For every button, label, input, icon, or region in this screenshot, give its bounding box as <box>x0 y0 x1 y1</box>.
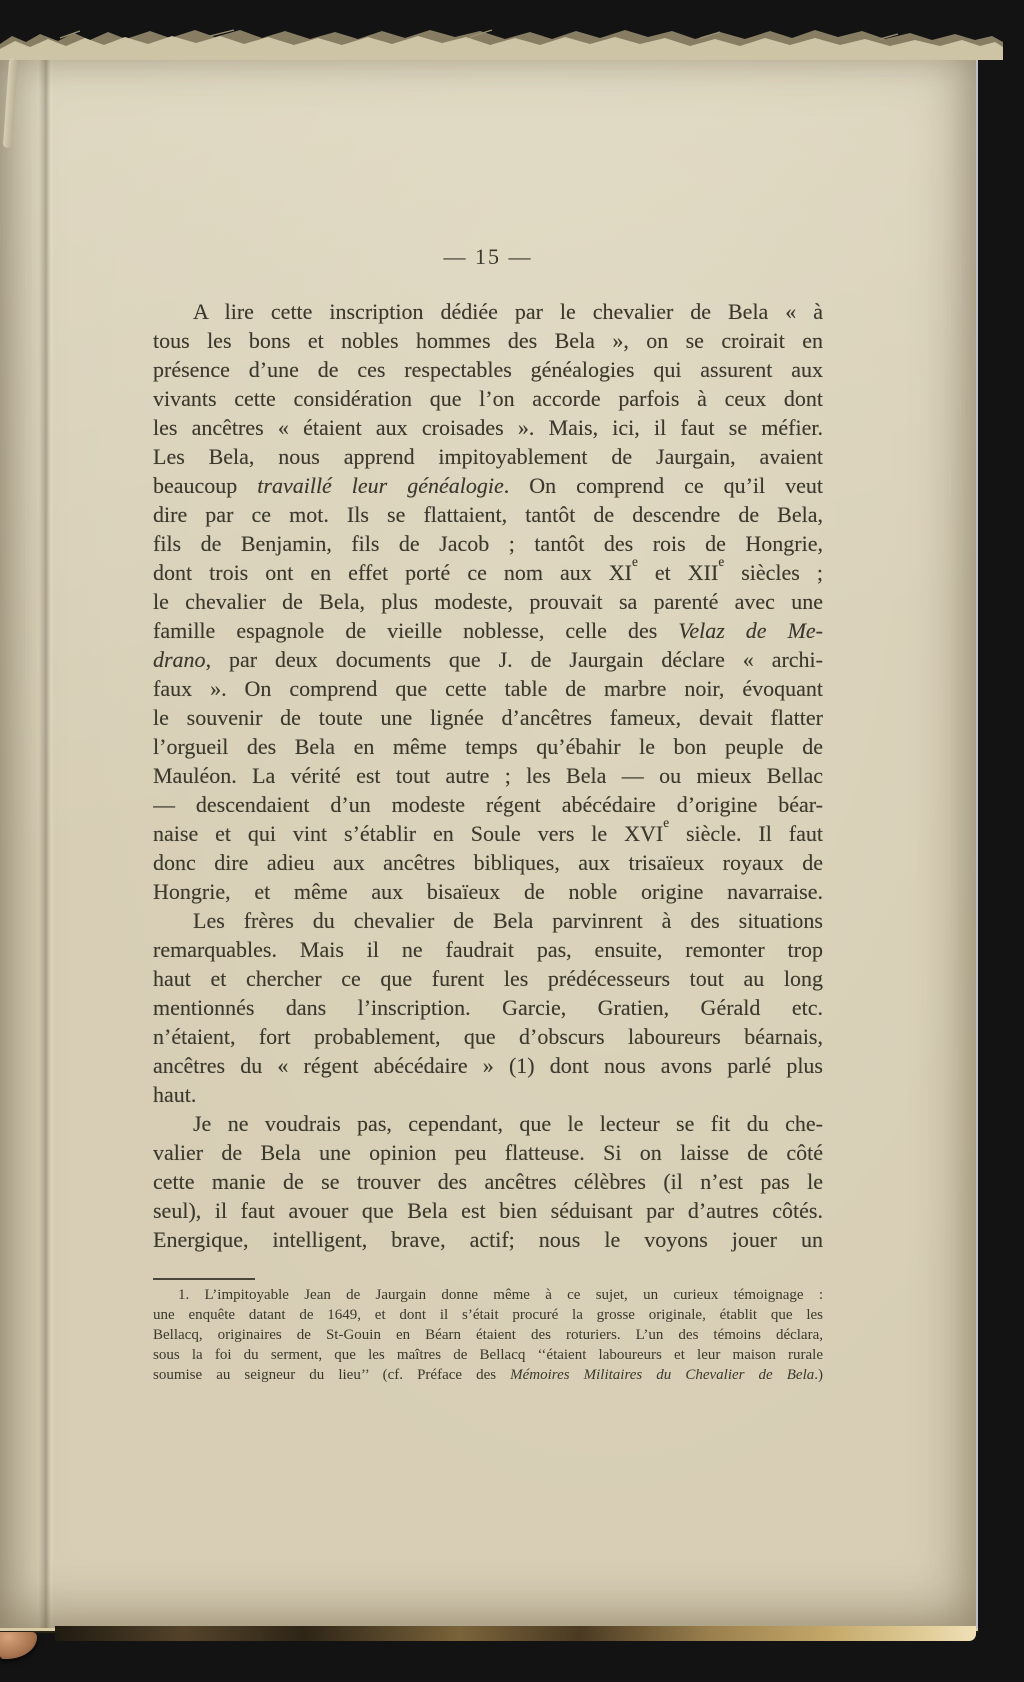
text-line: cette manie de se trouver des ancêtres célèbres (il n’est pas le <box>153 1169 823 1194</box>
text-line: dont trois ont en effet porté ce nom aux XIe et XIIe siècles ; <box>153 558 823 585</box>
text-line: mentionnés dans l’inscription. Garcie, Gratien, Gérald etc. <box>153 995 823 1020</box>
text-line: le souvenir de toute une lignée d’ancêtres fameux, devait flatter <box>153 705 823 730</box>
text-line: tous les bons et nobles hommes des Bela », on se croirait en <box>153 328 823 353</box>
text-line: sous la foi du serment, que les maîtres de Bellacq ‘‘étaient laboureurs et leur maison rurale <box>153 1347 823 1363</box>
text-line: fils de Benjamin, fils de Jacob ; tantôt des rois de Hongrie, <box>153 531 823 556</box>
page-edge-stack <box>55 1626 976 1641</box>
text-line: Mauléon. La vérité est tout autre ; les Bela — ou mieux Bellac <box>153 763 823 788</box>
text-line: n’étaient, fort probablement, que d’obscurs laboureurs béarnais, <box>153 1024 823 1049</box>
text-line: les ancêtres « étaient aux croisades ». Mais, ici, il faut se méfier. <box>153 415 823 440</box>
text-line: A lire cette inscription dédiée par le chevalier de Bela « à <box>193 299 823 324</box>
text-line: valier de Bela une opinion peu flatteuse. Si on laisse de côté <box>153 1140 823 1165</box>
text-line: présence d’une de ces respectables généalogies qui assurent aux <box>153 357 823 382</box>
text-line: faux ». On comprend que cette table de marbre noir, évoquant <box>153 676 823 701</box>
text-line: — descendaient d’un modeste régent abécédaire d’origine béar- <box>153 792 823 817</box>
text-line: Energique, intelligent, brave, actif; nous le voyons jouer un <box>153 1227 823 1252</box>
gutter-fold <box>38 48 54 1628</box>
text-line: Hongrie, et même aux bisaïeux de noble origine navarraise. <box>153 879 823 904</box>
text-line: haut et chercher ce que furent les prédécesseurs tout au long <box>153 966 823 991</box>
footnote-separator <box>153 1278 255 1280</box>
text-line: Les frères du chevalier de Bela parvinrent à des situations <box>193 908 823 933</box>
paragraph <box>153 297 823 906</box>
text-line: ancêtres du « régent abécédaire » (1) dont nous avons parlé plus <box>153 1053 823 1078</box>
text-line: une enquête datant de 1649, et dont il s’était procuré la grosse originale, établit que les <box>153 1307 823 1323</box>
text-line: Les Bela, nous apprend impitoyablement de Jaurgain, avaient <box>153 444 823 469</box>
text-line: famille espagnole de vieille noblesse, celle des Velaz de Me- <box>153 618 823 643</box>
text-line: soumise au seigneur du lieu’’ (cf. Préface des Mémoires Militaires du Chevalier de Bela.) <box>153 1367 823 1383</box>
text-line: haut. <box>153 1082 197 1107</box>
page-curl <box>0 1632 37 1659</box>
text-line: vivants cette considération que l’on accorde parfois à ceux dont <box>153 386 823 411</box>
spine-shading <box>0 48 38 1628</box>
book-page <box>0 48 978 1628</box>
page-number: — 15 — <box>443 244 533 269</box>
text-line: l’orgueil des Bela en même temps qu’ébahir le bon peuple de <box>153 734 823 759</box>
text-line: drano, par deux documents que J. de Jaurgain déclare « archi- <box>153 647 823 672</box>
body-text <box>153 297 823 1254</box>
text-line: seul), il faut avouer que Bela est bien séduisant par d’autres côtés. <box>153 1198 823 1223</box>
text-line: donc dire adieu aux ancêtres bibliques, aux trisaïeux royaux de <box>153 850 823 875</box>
deckle-edge <box>0 28 1010 68</box>
paragraph <box>153 1109 823 1254</box>
text-line: le chevalier de Bela, plus modeste, prouvait sa parenté avec une <box>153 589 823 614</box>
text-line: remarquables. Mais il ne faudrait pas, ensuite, remonter trop <box>153 937 823 962</box>
footnote <box>153 1285 823 1385</box>
text-line: beaucoup travaillé leur généalogie. On comprend ce qu’il veut <box>153 473 823 498</box>
text-line: Bellacq, originaires de St-Gouin en Béarn étaient des roturiers. L’un des témoins déclara, <box>153 1327 823 1343</box>
text-line: 1. L’impitoyable Jean de Jaurgain donne même à ce sujet, un curieux témoignage : <box>178 1287 823 1303</box>
text-line: naise et qui vint s’établir en Soule vers le XVIe siècle. Il faut <box>153 819 823 846</box>
text-line: Je ne voudrais pas, cependant, que le lecteur se fit du che- <box>193 1111 823 1136</box>
text-line: dire par ce mot. Ils se flattaient, tantôt de descendre de Bela, <box>153 502 823 527</box>
paragraph <box>153 906 823 1109</box>
